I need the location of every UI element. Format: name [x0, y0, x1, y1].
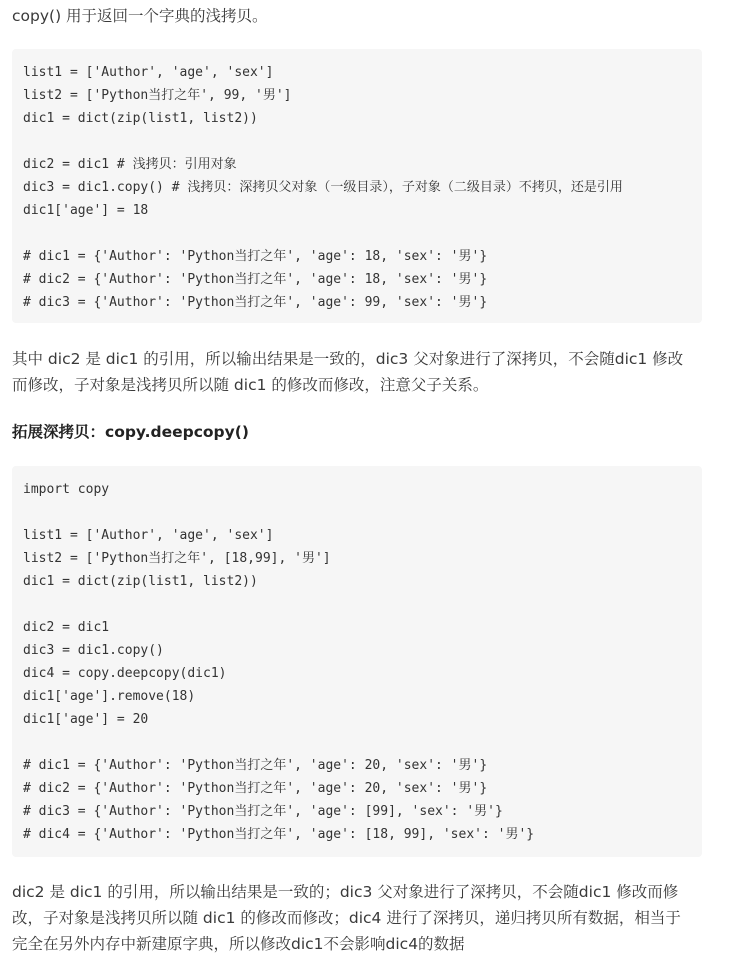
code-block-deepcopy	[12, 466, 702, 857]
code-line: # dic3 = {'Author': 'Python当打之年', 'age': 99, 'sex': '男'}	[23, 295, 488, 310]
code-line: # dic4 = {'Author': 'Python当打之年', 'age': [18, 99], 'sex': '男'}	[23, 827, 535, 842]
code-line	[23, 501, 691, 524]
explanation-shallow-copy	[12, 346, 712, 398]
explanation-deepcopy	[12, 879, 712, 957]
code-line	[23, 222, 691, 245]
code-line: # dic3 = {'Author': 'Python当打之年', 'age': [99], 'sex': '男'}	[23, 804, 503, 819]
code-line: dic1 = dict(zip(list1, list2))	[23, 111, 258, 126]
code-line: dic1['age'].remove(18)	[23, 689, 196, 704]
code-line: list1 = ['Author', 'age', 'sex']	[23, 65, 274, 80]
code-line: dic2 = dic1	[23, 620, 110, 635]
code-line: dic2 = dic1 # 浅拷贝：引用对象	[23, 157, 237, 172]
code-line: # dic1 = {'Author': 'Python当打之年', 'age': 20, 'sex': '男'}	[23, 758, 488, 773]
explanation-line: dic2 是 dic1 的引用，所以输出结果是一致的；dic3 父对象进行了深拷贝，不会随dic1 修改而修	[12, 883, 679, 901]
code-line	[23, 731, 691, 754]
explanation-line: 其中 dic2 是 dic1 的引用，所以输出结果是一致的，dic3 父对象进行了深拷贝，不会随dic1 修改	[12, 350, 684, 368]
code-line: # dic1 = {'Author': 'Python当打之年', 'age': 18, 'sex': '男'}	[23, 249, 488, 264]
code-line: # dic2 = {'Author': 'Python当打之年', 'age': 20, 'sex': '男'}	[23, 781, 488, 796]
code-line	[23, 593, 691, 616]
code-line	[23, 130, 691, 153]
code-line: dic1 = dict(zip(list1, list2))	[23, 574, 258, 589]
intro-text: copy() 用于返回一个字典的浅拷贝。	[12, 7, 268, 25]
section-heading-deepcopy: 拓展深拷贝：copy.deepcopy()	[12, 423, 249, 441]
code-line: dic4 = copy.deepcopy(dic1)	[23, 666, 227, 681]
code-line: list2 = ['Python当打之年', [18,99], '男']	[23, 551, 331, 566]
code-line: dic3 = dic1.copy()	[23, 643, 164, 658]
code-line: list1 = ['Author', 'age', 'sex']	[23, 528, 274, 543]
code-line: dic1['age'] = 18	[23, 203, 149, 218]
code-line: import copy	[23, 482, 110, 497]
explanation-line: 改，子对象是浅拷贝所以随 dic1 的修改而修改；dic4 进行了深拷贝，递归拷贝所有数据，相当于	[12, 909, 681, 927]
code-line: # dic2 = {'Author': 'Python当打之年', 'age': 18, 'sex': '男'}	[23, 272, 488, 287]
code-block-shallow-copy	[12, 49, 702, 323]
explanation-line: 完全在另外内存中新建原字典，所以修改dic1不会影响dic4的数据	[12, 935, 465, 953]
code-line: list2 = ['Python当打之年', 99, '男']	[23, 88, 292, 103]
code-line: dic3 = dic1.copy() # 浅拷贝：深拷贝父对象（一级目录），子对象（二级目录）不拷贝，还是引用	[23, 180, 623, 195]
code-line: dic1['age'] = 20	[23, 712, 149, 727]
explanation-line: 而修改，子对象是浅拷贝所以随 dic1 的修改而修改，注意父子关系。	[12, 376, 489, 394]
